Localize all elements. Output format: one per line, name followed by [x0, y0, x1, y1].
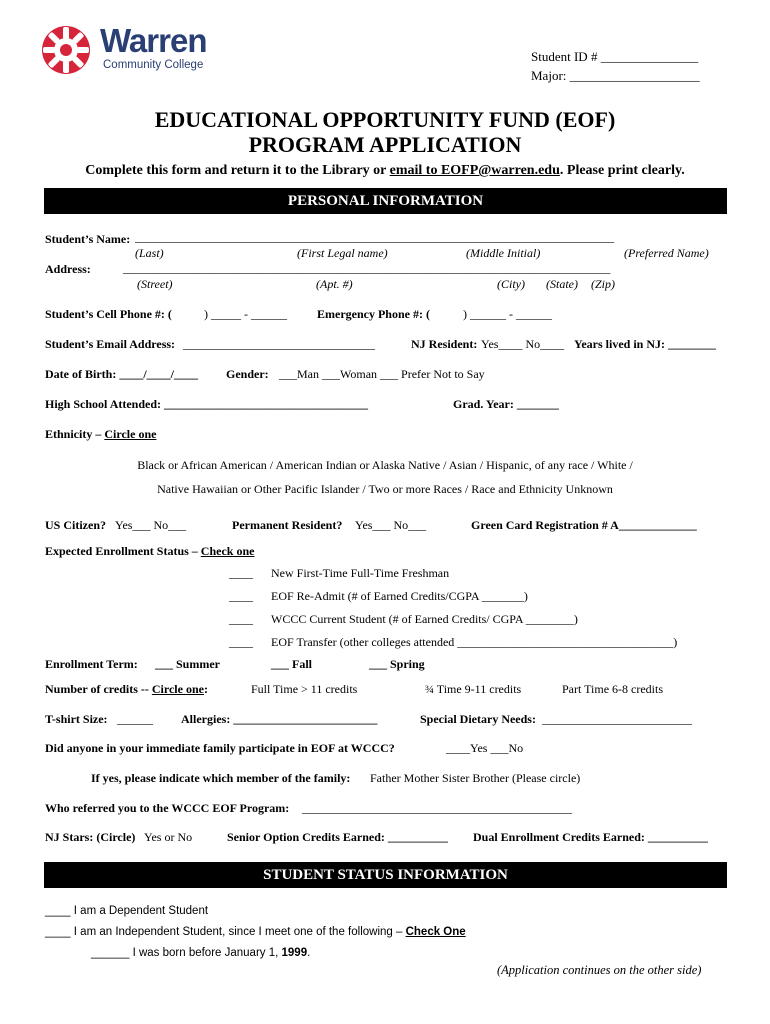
- enrollment-option-freshman: New First-Time Full-Time Freshman: [271, 566, 450, 580]
- us-citizen-options[interactable]: Yes___ No___: [115, 518, 187, 532]
- ethnicity-circle-instruction: Circle one: [104, 427, 157, 441]
- logo-name: Warren: [100, 22, 207, 59]
- address-part-zip: (Zip): [591, 277, 615, 291]
- enrollment-option-blank[interactable]: ____: [229, 635, 253, 649]
- student-id-field[interactable]: Student ID # _______________: [531, 49, 699, 64]
- address-part-city: (City): [497, 277, 525, 291]
- born-before-period: .: [307, 947, 311, 959]
- address-line[interactable]: ____________________________________________________________________________________: [123, 261, 611, 275]
- continued-note: (Application continues on the other side): [497, 963, 702, 977]
- family-options[interactable]: ____Yes ___No: [446, 741, 524, 755]
- credits-label-text: Number of credits --: [45, 682, 152, 696]
- enrollment-status-label: [45, 544, 254, 559]
- name-part-preferred: (Preferred Name): [624, 246, 709, 260]
- email-link[interactable]: email to EOFP@warren.edu: [389, 163, 560, 178]
- dietary-needs-label: Special Dietary Needs:: [420, 712, 536, 726]
- referred-by-label: Who referred you to the WCCC EOF Program:: [45, 801, 290, 815]
- born-before-text: ______ I was born before January 1,: [91, 947, 282, 959]
- dual-enrollment-credits-field[interactable]: Dual Enrollment Credits Earned: __________: [473, 830, 708, 844]
- date-of-birth-field[interactable]: Date of Birth: ____/____/____: [45, 367, 198, 381]
- ethnicity-label-text: Ethnicity –: [45, 427, 105, 441]
- form-title-line1: EDUCATIONAL OPPORTUNITY FUND (EOF): [154, 107, 616, 132]
- name-label: Student’s Name:: [45, 232, 131, 246]
- term-fall-option[interactable]: ___ Fall: [271, 657, 312, 671]
- cell-phone-label: Student’s Cell Phone #: (: [45, 307, 172, 321]
- grad-year-field[interactable]: Grad. Year: _______: [453, 397, 559, 411]
- name-line[interactable]: ____________________________________________________________________________________: [135, 230, 614, 244]
- years-in-nj-field[interactable]: Years lived in NJ: ________: [574, 337, 716, 351]
- enrollment-option-transfer: EOF Transfer (other colleges attended ____________________________________): [271, 635, 678, 649]
- college-seal-icon: [40, 24, 92, 76]
- independent-check-instruction: Check One: [405, 926, 466, 938]
- term-spring-option[interactable]: ___ Spring: [369, 657, 425, 671]
- enrollment-option-blank[interactable]: ____: [229, 589, 253, 603]
- dietary-needs-field[interactable]: _________________________: [542, 712, 692, 726]
- section-personal-information: PERSONAL INFORMATION: [44, 188, 727, 214]
- ethnicity-options-line1[interactable]: Black or African American / American Indian or Alaska Native / Asian / Hispanic, of any race / White /: [137, 458, 633, 472]
- nj-stars-options[interactable]: Yes or No: [144, 830, 193, 844]
- section-student-status: STUDENT STATUS INFORMATION: [44, 862, 727, 888]
- logo-subtitle: Community College: [103, 59, 204, 71]
- instructions: [0, 163, 770, 179]
- born-before-option[interactable]: [91, 947, 310, 959]
- ethnicity-label: [45, 427, 156, 442]
- nj-resident-label: NJ Resident:: [411, 337, 478, 351]
- name-part-middle: (Middle Initial): [466, 246, 541, 260]
- high-school-field[interactable]: High School Attended: __________________________________: [45, 397, 369, 411]
- name-part-last: (Last): [135, 246, 164, 260]
- referred-by-field[interactable]: _____________________________________________: [302, 801, 572, 815]
- enrollment-status-label-text: Expected Enrollment Status –: [45, 544, 201, 558]
- senior-option-credits-field[interactable]: Senior Option Credits Earned: __________: [227, 830, 448, 844]
- us-citizen-label: US Citizen?: [45, 518, 106, 532]
- gender-options[interactable]: ___Man ___Woman ___ Prefer Not to Say: [279, 367, 485, 381]
- address-label: Address:: [45, 262, 91, 276]
- emergency-phone-field[interactable]: ) ______ - ______: [463, 307, 552, 321]
- ethnicity-options-line2[interactable]: Native Hawaiian or Other Pacific Islander / Two or more Races / Race and Ethnicity Unknown: [157, 482, 613, 496]
- instructions-text: Complete this form and return it to the Library or: [85, 163, 390, 178]
- nj-stars-label: NJ Stars: (Circle): [45, 830, 136, 844]
- allergies-field[interactable]: Allergies: ________________________: [181, 712, 378, 726]
- enrollment-check-instruction: Check one: [200, 544, 255, 558]
- credits-circle-instruction: Circle one: [151, 682, 204, 696]
- tshirt-size-field[interactable]: ______: [117, 712, 153, 726]
- credits-label: Number of credits -- Circle one:: [45, 682, 208, 696]
- address-part-state: (State): [546, 277, 578, 291]
- email-label: Student’s Email Address:: [45, 337, 176, 351]
- credits-three-quarter-option[interactable]: ¾ Time 9-11 credits: [425, 682, 522, 696]
- email-field[interactable]: ________________________________: [183, 337, 375, 351]
- tshirt-size-label: T-shirt Size:: [45, 712, 108, 726]
- credits-full-time-option[interactable]: Full Time > 11 credits: [251, 682, 358, 696]
- enrollment-option-blank[interactable]: ____: [229, 612, 253, 626]
- dependent-student-option[interactable]: ____ I am a Dependent Student: [45, 905, 209, 917]
- independent-student-text: ____ I am an Independent Student, since I meet one of the following –: [45, 926, 406, 938]
- emergency-phone-label: Emergency Phone #: (: [317, 307, 430, 321]
- family-member-options[interactable]: Father Mother Sister Brother (Please circle): [370, 771, 581, 785]
- enrollment-option-current: WCCC Current Student (# of Earned Credits/ CGPA ________): [271, 612, 578, 626]
- address-part-street: (Street): [137, 277, 173, 291]
- instructions-text-end: . Please print clearly.: [559, 163, 685, 178]
- enrollment-term-label: Enrollment Term:: [45, 657, 138, 671]
- credits-part-time-option[interactable]: Part Time 6-8 credits: [562, 682, 663, 696]
- independent-student-option[interactable]: [45, 926, 466, 938]
- gender-label: Gender:: [226, 367, 269, 381]
- permanent-resident-options[interactable]: Yes___ No___: [355, 518, 427, 532]
- term-summer-option[interactable]: ___ Summer: [155, 657, 220, 671]
- address-part-apt: (Apt. #): [316, 277, 353, 291]
- name-part-first: (First Legal name): [297, 246, 388, 260]
- nj-resident-options[interactable]: Yes____ No____: [481, 337, 565, 351]
- major-field[interactable]: Major: ____________________: [531, 68, 700, 83]
- enrollment-option-readmit: EOF Re-Admit (# of Earned Credits/CGPA _______): [271, 589, 528, 603]
- form-title-line2: PROGRAM APPLICATION: [248, 132, 522, 157]
- cell-phone-field[interactable]: ) _____ - ______: [204, 307, 287, 321]
- enrollment-option-blank[interactable]: ____: [229, 566, 253, 580]
- green-card-field[interactable]: Green Card Registration # A_____________: [471, 518, 697, 532]
- family-member-label: If yes, please indicate which member of the family:: [91, 771, 351, 785]
- family-question: Did anyone in your immediate family participate in EOF at WCCC?: [45, 741, 395, 755]
- permanent-resident-label: Permanent Resident?: [232, 518, 343, 532]
- born-before-year: 1999: [281, 947, 308, 959]
